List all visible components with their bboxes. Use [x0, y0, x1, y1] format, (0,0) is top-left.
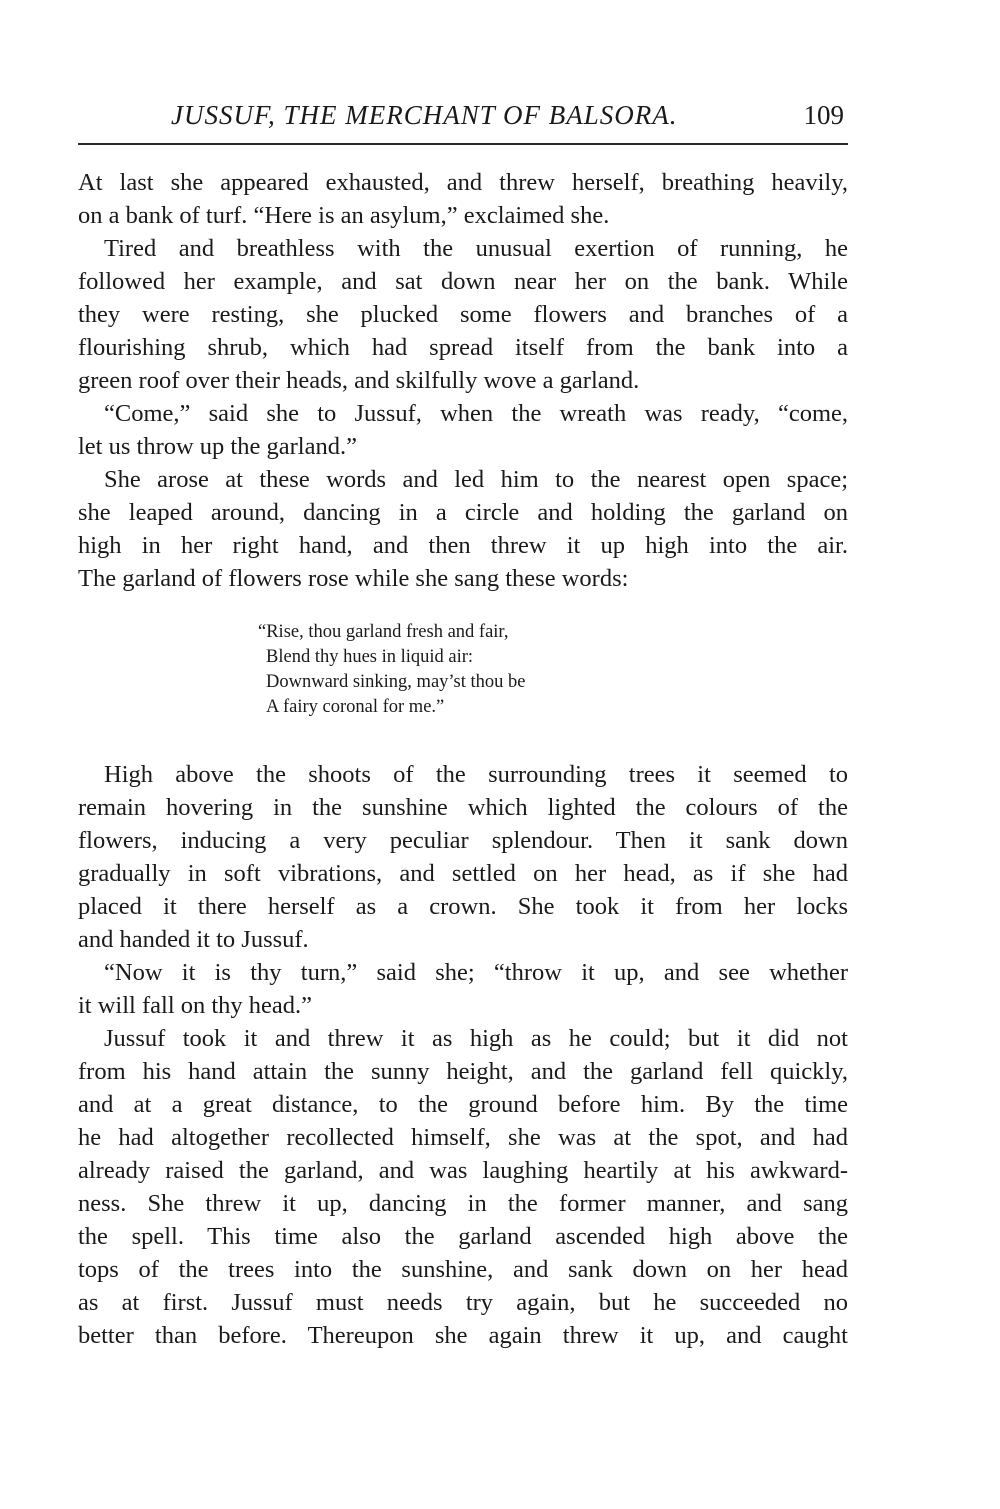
running-title: JUSSUF, THE MERCHANT OF BALSORA. [171, 100, 678, 130]
text-line: At last she appeared exhausted, and threw herself, breathing heavily, [78, 169, 848, 196]
text-line: Jussuf took it and threw it as high as he could; but it did not [104, 1025, 848, 1052]
poem-line: Blend thy hues in liquid air: [266, 647, 474, 667]
running-header [78, 80, 848, 130]
text-line: high in her right hand, and then threw it up high into the air. [78, 532, 848, 559]
text-line: the spell. This time also the garland ascended high above the [78, 1223, 848, 1250]
poem-line: A fairy coronal for me.” [266, 697, 445, 717]
text-line: green roof over their heads, and skilfully wove a garland. [78, 367, 640, 394]
poem-line: Downward sinking, may’st thou be [266, 672, 526, 692]
text-line: she leaped around, dancing in a circle and holding the garland on [78, 499, 848, 526]
text-line: he had altogether recollected himself, she was at the spot, and had [78, 1124, 848, 1151]
body-text-before-poem [78, 166, 848, 595]
text-line: ness. She threw it up, dancing in the former manner, and sang [78, 1190, 848, 1217]
text-line: they were resting, she plucked some flowers and branches of a [78, 301, 848, 328]
text-line: as at first. Jussuf must needs try again, but he succeeded no [78, 1289, 848, 1316]
text-line: She arose at these words and led him to the nearest open space; [104, 466, 848, 493]
text-line: and handed it to Jussuf. [78, 926, 309, 953]
text-line: let us throw up the garland.” [78, 433, 357, 460]
text-line: it will fall on thy head.” [78, 992, 313, 1019]
text-line: “Now it is thy turn,” said she; “throw it up, and see whether [104, 959, 848, 986]
text-line: already raised the garland, and was laughing heartily at his awkward- [78, 1157, 848, 1184]
text-line: and at a great distance, to the ground before him. By the time [78, 1091, 848, 1118]
text-line: flourishing shrub, which had spread itself from the bank into a [78, 334, 848, 361]
text-line: High above the shoots of the surrounding trees it seemed to [104, 761, 848, 788]
text-line: on a bank of turf. “Here is an asylum,” exclaimed she. [78, 202, 610, 229]
poem-line: “Rise, thou garland fresh and fair, [258, 622, 509, 642]
text-line: placed it there herself as a crown. She took it from her locks [78, 893, 848, 920]
text-line: remain hovering in the sunshine which lighted the colours of the [78, 794, 848, 821]
text-line: from his hand attain the sunny height, and the garland fell quickly, [78, 1058, 848, 1085]
text-line: better than before. Thereupon she again threw it up, and caught [78, 1322, 848, 1349]
body-text-after-poem [78, 758, 848, 1352]
text-line: The garland of flowers rose while she sang these words: [78, 565, 629, 592]
header-rule [78, 143, 848, 145]
text-line: followed her example, and sat down near her on the bank. While [78, 268, 848, 295]
text-line: gradually in soft vibrations, and settled on her head, as if she had [78, 860, 848, 887]
page-number: 109 [803, 100, 844, 130]
text-line: tops of the trees into the sunshine, and sank down on her head [78, 1256, 848, 1283]
poem-verse [258, 620, 658, 720]
text-line: flowers, inducing a very peculiar splendour. Then it sank down [78, 827, 848, 854]
text-line: “Come,” said she to Jussuf, when the wreath was ready, “come, [104, 400, 848, 427]
text-line: Tired and breathless with the unusual exertion of running, he [104, 235, 848, 262]
